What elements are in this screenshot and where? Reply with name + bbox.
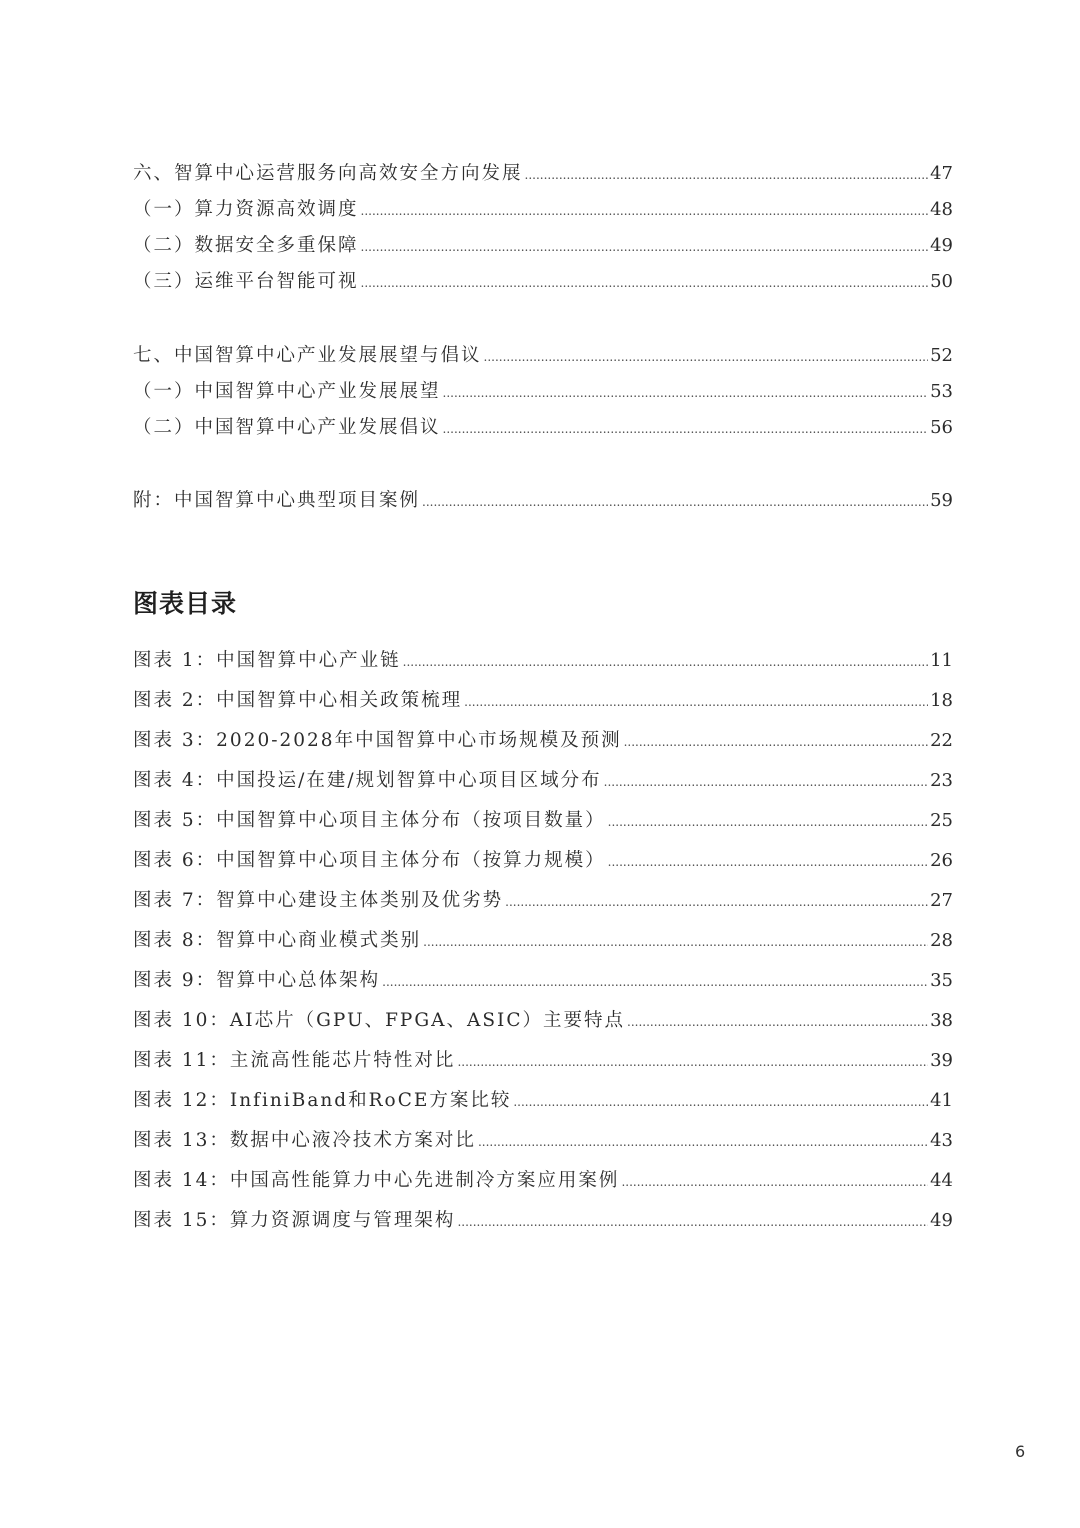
toc-entry-label: （三）运维平台智能可视 [133,271,359,292]
figure-entry-label: 图表 9：智算中心总体架构 [133,970,381,991]
dot-leader [484,339,929,375]
figure-entry-page: 39 [930,1050,953,1071]
dot-leader [513,1082,928,1122]
figure-entry-page: 44 [930,1170,953,1191]
toc-entry[interactable] [133,156,953,192]
figure-entry-label: 图表 6：中国智算中心项目主体分布（按算力规模） [133,850,606,871]
figure-entry[interactable] [133,1161,953,1201]
dot-leader [361,193,929,229]
figure-entry-page: 26 [930,850,953,871]
figure-entry-label: 图表 4：中国投运/在建/规划智算中心项目区域分布 [133,770,602,791]
figure-entry-page: 41 [930,1090,953,1111]
figure-entry-page: 25 [930,810,953,831]
dot-leader [505,882,928,922]
toc-entry[interactable] [133,410,953,446]
figure-entry-label: 图表 13：数据中心液冷技术方案对比 [133,1130,476,1151]
dot-leader [464,682,928,722]
toc-section-7 [133,338,953,446]
toc-entry-page: 59 [930,490,953,511]
figure-entry[interactable] [133,921,953,961]
dot-leader [443,375,929,411]
dot-leader [621,1162,928,1202]
toc-entry[interactable] [133,228,953,264]
dot-leader [608,802,928,842]
figure-entry[interactable] [133,761,953,801]
figure-entry[interactable] [133,1201,953,1241]
figures-list [133,641,953,1241]
dot-leader [403,642,928,682]
toc-entry-label: 七、中国智算中心产业发展展望与倡议 [133,345,482,366]
toc-entry-page: 52 [930,345,953,366]
dot-leader [627,1002,928,1042]
toc-entry-label: 附：中国智算中心典型项目案例 [133,490,421,511]
toc-entry-label: （二）中国智算中心产业发展倡议 [133,417,441,438]
figure-entry-label: 图表 8：智算中心商业模式类别 [133,930,422,951]
toc-entry-page: 53 [930,381,953,402]
dot-leader [361,265,929,301]
figure-entry-page: 28 [930,930,953,951]
dot-leader [525,157,929,193]
toc-section-6 [133,156,953,300]
toc-entry-label: （一）中国智算中心产业发展展望 [133,381,441,402]
figure-entry[interactable] [133,721,953,761]
figure-entry-label: 图表 11：主流高性能芯片特性对比 [133,1050,456,1071]
toc-entry[interactable] [133,264,953,300]
figure-entry-page: 38 [930,1010,953,1031]
page-number: 6 [1015,1442,1026,1461]
figure-entry[interactable] [133,881,953,921]
toc-entry-page: 56 [930,417,953,438]
toc-entry-label: （二）数据安全多重保障 [133,235,359,256]
figure-entry[interactable] [133,841,953,881]
toc-entry-page: 50 [930,271,953,292]
figure-entry-label: 图表 10：AI芯片（GPU、FPGA、ASIC）主要特点 [133,1010,626,1031]
figure-entry-label: 图表 1：中国智算中心产业链 [133,650,401,671]
figure-entry-page: 23 [930,770,953,791]
dot-leader [478,1122,928,1162]
figure-entry[interactable] [133,961,953,1001]
figure-entry[interactable] [133,1041,953,1081]
figure-entry-label: 图表 12：InfiniBand和RoCE方案比较 [133,1090,512,1111]
dot-leader [443,411,929,447]
dot-leader [457,1202,928,1242]
toc-entry-page: 48 [930,199,953,220]
dot-leader [457,1042,928,1082]
figure-entry-page: 18 [930,690,953,711]
figure-entry[interactable] [133,801,953,841]
toc-entry-label: （一）算力资源高效调度 [133,199,359,220]
toc-entry[interactable] [133,483,953,519]
figure-entry[interactable] [133,1121,953,1161]
toc-entry[interactable] [133,374,953,410]
toc-entry[interactable] [133,192,953,228]
figure-entry-label: 图表 15：算力资源调度与管理架构 [133,1210,456,1231]
toc-section-appendix [133,483,953,519]
figure-entry-label: 图表 7：智算中心建设主体类别及优劣势 [133,890,504,911]
toc-entry-page: 47 [930,163,953,184]
figure-entry-label: 图表 5：中国智算中心项目主体分布（按项目数量） [133,810,606,831]
figure-entry[interactable] [133,681,953,721]
figure-entry-page: 27 [930,890,953,911]
figure-entry-page: 35 [930,970,953,991]
figure-entry[interactable] [133,1081,953,1121]
figure-entry-page: 43 [930,1130,953,1151]
dot-leader [423,922,928,962]
figure-entry[interactable] [133,641,953,681]
dot-leader [608,842,928,882]
figure-entry-page: 11 [930,650,953,671]
dot-leader [361,229,929,265]
toc-entry[interactable] [133,338,953,374]
dot-leader [422,484,928,520]
toc-entry-label: 六、智算中心运营服务向高效安全方向发展 [133,163,523,184]
figure-entry[interactable] [133,1001,953,1041]
figure-entry-label: 图表 14：中国高性能算力中心先进制冷方案应用案例 [133,1170,620,1191]
figures-heading: 图表目录 [133,589,238,618]
dot-leader [382,962,928,1002]
dot-leader [604,762,928,802]
toc-entry-page: 49 [930,235,953,256]
figure-entry-label: 图表 3：2020-2028年中国智算中心市场规模及预测 [133,730,622,751]
figure-entry-page: 22 [930,730,953,751]
dot-leader [624,722,929,762]
figure-entry-page: 49 [930,1210,953,1231]
figure-entry-label: 图表 2：中国智算中心相关政策梳理 [133,690,463,711]
